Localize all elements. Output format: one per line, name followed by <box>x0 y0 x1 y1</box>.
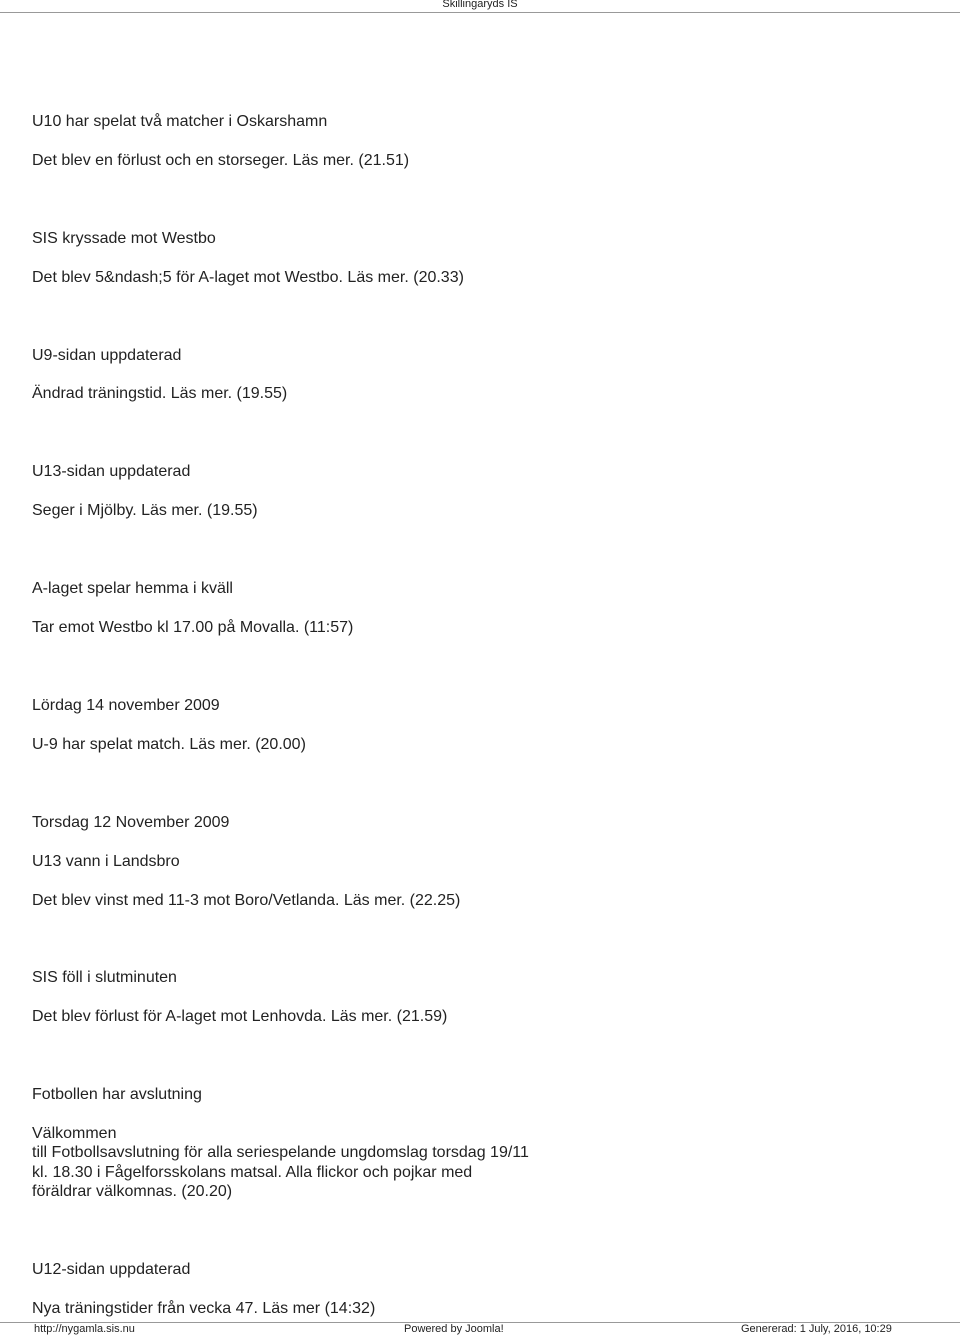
news-title[interactable]: SIS föll i slutminuten <box>32 969 177 986</box>
news-body: Det blev vinst med 11-3 mot Boro/Vetlanda. Läs mer. (22.25) <box>32 892 461 909</box>
news-title[interactable]: U9-sidan uppdaterad <box>32 347 182 364</box>
news-body: Det blev en förlust och en storseger. Läs mer. (21.51) <box>32 152 410 169</box>
news-body: Nya träningstider från vecka 47. Läs mer (14:32) <box>32 1300 376 1317</box>
news-title[interactable]: SIS kryssade mot Westbo <box>32 230 216 247</box>
site-title: Skillingaryds IS <box>442 0 518 10</box>
news-body: till Fotbollsavslutning för alla seriespelande ungdomslag torsdag 19/11 <box>32 1144 529 1161</box>
news-body: Det blev 5&ndash;5 för A-laget mot Westbo. Läs mer. (20.33) <box>32 269 464 286</box>
news-body: föräldrar välkomnas. (20.20) <box>32 1183 233 1200</box>
news-body: U-9 har spelat match. Läs mer. (20.00) <box>32 736 306 753</box>
news-body: kl. 18.30 i Fågelforsskolans matsal. Alla flickor och pojkar med <box>32 1164 473 1181</box>
header-divider <box>0 12 960 13</box>
news-title[interactable]: U10 har spelat två matcher i Oskarshamn <box>32 113 328 130</box>
news-body: Det blev förlust för A-laget mot Lenhovda. Läs mer. (21.59) <box>32 1008 448 1025</box>
news-body: Välkommen <box>32 1125 117 1142</box>
news-title[interactable]: A-laget spelar hemma i kväll <box>32 580 233 597</box>
footer-url-link[interactable]: http://nygamla.sis.nu <box>34 1323 135 1335</box>
news-title[interactable]: Fotbollen har avslutning <box>32 1086 202 1103</box>
news-body: Tar emot Westbo kl 17.00 på Movalla. (11:57) <box>32 619 354 636</box>
news-title[interactable]: U12-sidan uppdaterad <box>32 1261 191 1278</box>
footer-generated-date: Genererad: 1 July, 2016, 10:29 <box>741 1323 892 1335</box>
news-title[interactable]: U13-sidan uppdaterad <box>32 463 191 480</box>
date-heading: Torsdag 12 November 2009 <box>32 814 230 831</box>
news-title[interactable]: U13 vann i Landsbro <box>32 853 180 870</box>
news-body: Ändrad träningstid. Läs mer. (19.55) <box>32 385 288 402</box>
news-body: Seger i Mjölby. Läs mer. (19.55) <box>32 502 258 519</box>
footer-powered-by: Powered by Joomla! <box>404 1323 504 1335</box>
date-heading: Lördag 14 november 2009 <box>32 697 220 714</box>
